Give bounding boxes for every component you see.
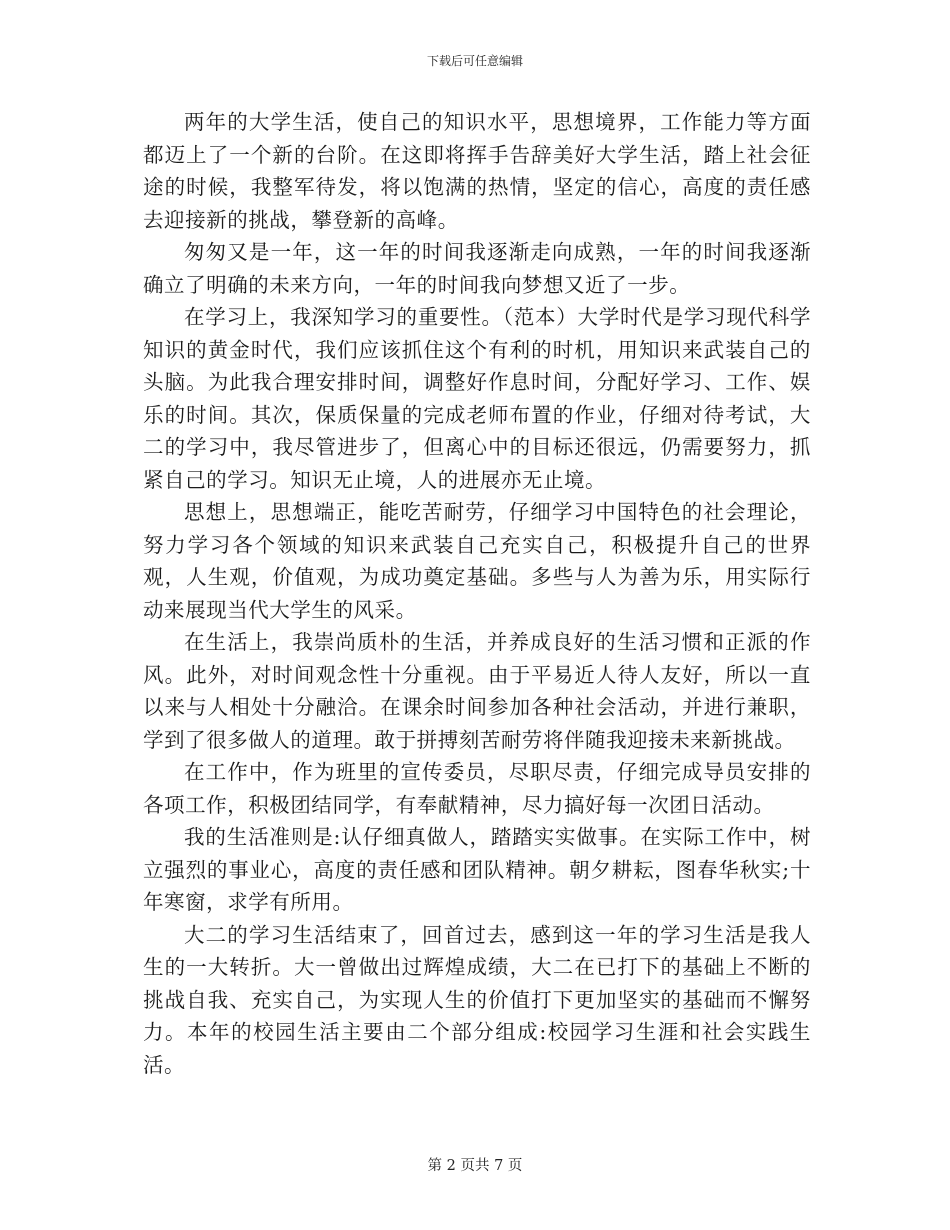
paragraph: 两年的大学生活，使自己的知识水平，思想境界，工作能力等方面都迈上了一个新的台阶。在这即将挥手告辞美好大学生活，踏上社会征途的时候，我整军待发，将以饱满的热情，坚定的信心，高度的责任感去迎接新的挑战，攀登新的高峰。 — [143, 110, 811, 232]
page-footer: 第 2 页共 7 页 — [427, 1158, 523, 1174]
page-header: 下载后可任意编辑 — [426, 54, 523, 68]
paragraph: 在生活上，我崇尚质朴的生活，并养成良好的生活习惯和正派的作风。此外，对时间观念性十分重视。由于平易近人待人友好，所以一直以来与人相处十分融洽。在课余时间参加各种社会活动，并进行兼职，学到了很多做人的道理。敢于拼搏刻苦耐劳将伴随我迎接未来新挑战。 — [143, 630, 811, 752]
paragraph: 在学习上，我深知学习的重要性。（范本）大学时代是学习现代科学知识的黄金时代，我们应该抓住这个有利的时机，用知识来武装自己的头脑。为此我合理安排时间，调整好作息时间，分配好学习、工作、娱乐的时间。其次，保质保量的完成老师布置的作业，仔细对待考试，大二的学习中，我尽管进步了，但离心中的目标还很远，仍需要努力，抓紧自己的学习。知识无止境，人的进展亦无止境。 — [143, 305, 811, 492]
paragraph: 思想上，思想端正，能吃苦耐劳，仔细学习中国特色的社会理论，努力学习各个领域的知识来武装自己充实自己，积极提升自己的世界观，人生观，价值观，为成功奠定基础。多些与人为善为乐，用实际行动来展现当代大学生的风采。 — [143, 500, 811, 622]
paragraph: 匆匆又是一年，这一年的时间我逐渐走向成熟，一年的时间我逐渐确立了明确的未来方向，一年的时间我向梦想又近了一步。 — [143, 240, 811, 297]
paragraph: 我的生活准则是:认仔细真做人，踏踏实实做事。在实际工作中，树立强烈的事业心，高度的责任感和团队精神。朝夕耕耘，图春华秋实;十年寒窗，求学有所用。 — [143, 825, 811, 914]
paragraph: 在工作中，作为班里的宣传委员，尽职尽责，仔细完成导员安排的各项工作，积极团结同学，有奉献精神，尽力搞好每一次团日活动。 — [143, 760, 811, 817]
document-body — [143, 106, 811, 1081]
paragraph: 大二的学习生活结束了，回首过去，感到这一年的学习生活是我人生的一大转折。大一曾做出过辉煌成绩，大二在已打下的基础上不断的挑战自我、充实自己，为实现人生的价值打下更加坚实的基础而不懈努力。本年的校园生活主要由二个部分组成:校园学习生涯和社会实践生活。 — [143, 922, 811, 1077]
